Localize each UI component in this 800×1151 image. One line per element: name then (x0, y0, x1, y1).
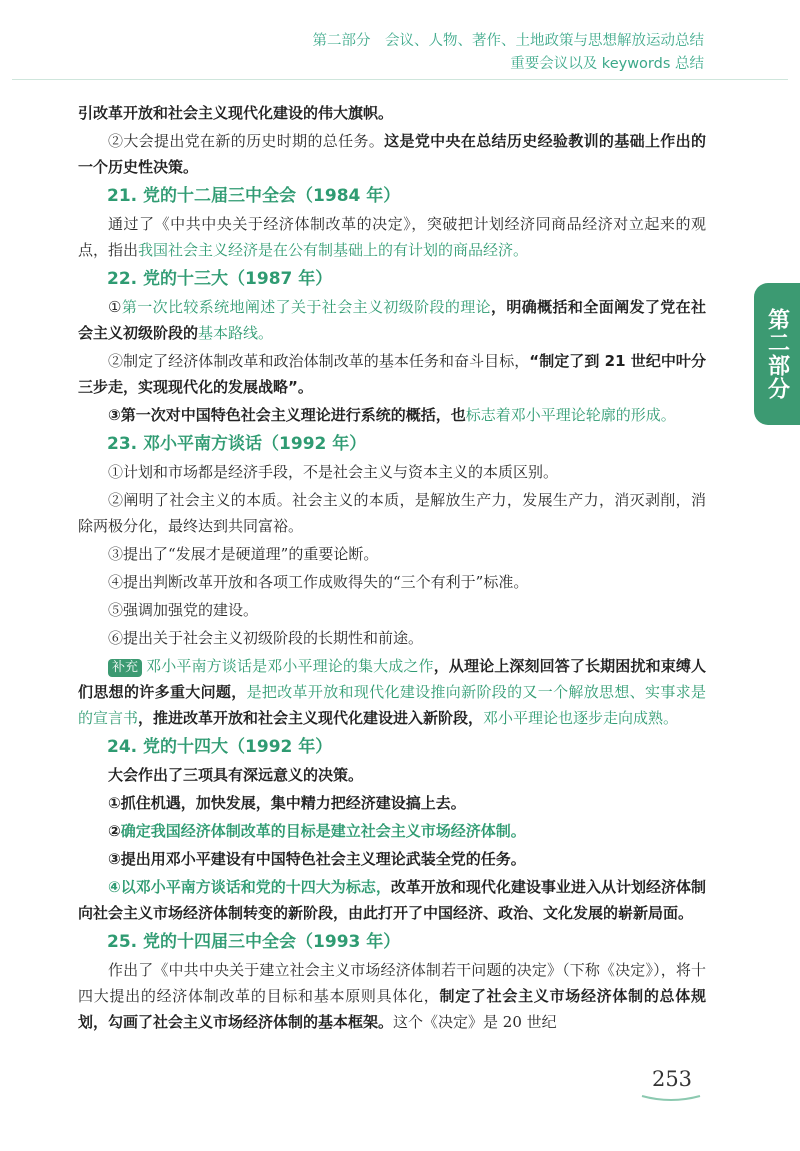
page-number: 253 (651, 1067, 693, 1091)
paragraph: 引改革开放和社会主义现代化建设的伟大旗帜。 (78, 104, 394, 122)
text-run: ① (108, 298, 122, 316)
header-line-1: 第二部分 会议、人物、著作、土地政策与思想解放运动总结 (312, 33, 704, 49)
page-body (78, 100, 706, 1037)
paragraph (78, 402, 706, 428)
paragraph (78, 128, 706, 180)
paragraph (78, 294, 706, 346)
supplement-badge: 补充 (108, 659, 142, 677)
list-item: ⑤强调加强党的建设。 (108, 601, 259, 619)
header-line-2: 重要会议以及 keywords 总结 (510, 56, 704, 72)
list-item: ④提出判断改革开放和各项工作成败得失的“三个有利于”标准。 (108, 573, 529, 591)
bold-text: ，明确概括和全面阐发了党在社会主义初级阶段的 (78, 298, 706, 342)
section-tab (754, 283, 800, 425)
highlight-text: 是把改革开放和现代化建设推向新阶段的又一个解放思想、实事求是的宣言书 (78, 683, 706, 727)
section-heading-21: 21. 党的十二届三中全会（1984 年） (107, 186, 401, 206)
list-item: ②阐明了社会主义的本质。社会主义的本质，是解放生产力，发展生产力，消灭剥削，消除两极分化，最终达到共同富裕。 (78, 491, 706, 535)
section-heading-23: 23. 邓小平南方谈话（1992 年） (107, 434, 367, 454)
supplement-note (78, 653, 706, 731)
text-run: ②大会提出党在新的历史时期的总任务。 (108, 132, 385, 150)
highlight-text: 第一次比较系统地阐述了关于社会主义初级阶段的理论 (121, 298, 492, 316)
paragraph (78, 348, 706, 400)
list-item: ⑥提出关于社会主义初级阶段的长期性和前途。 (108, 629, 424, 647)
text-run: 通过了《中共中央关于经济体制改革的决定》，突破把计划经济同商品经济对立起来的观点，指出 (78, 215, 706, 259)
paragraph (78, 957, 706, 1035)
list-item: ③提出了“发展才是硬道理”的重要论断。 (108, 545, 379, 563)
highlight-text: 我国社会主义经济是在公有制基础上的有计划的商品经济。 (138, 241, 529, 259)
list-item (78, 874, 706, 926)
page-number-swoosh (640, 1094, 702, 1102)
highlight-text: ④以邓小平南方谈话和党的十四大为标志， (108, 878, 391, 896)
list-item: ①抓住机遇，加快发展，集中精力把经济建设搞上去。 (108, 794, 466, 812)
list-item (78, 818, 706, 844)
list-item: ①计划和市场都是经济手段，不是社会主义与资本主义的本质区别。 (108, 463, 559, 481)
highlight-text: 标志着邓小平理论轮廓的形成。 (465, 406, 676, 424)
section-heading-25: 25. 党的十四届三中全会（1993 年） (107, 932, 401, 952)
text-run: ②制定了经济体制改革和政治体制改革的基本任务和奋斗目标， (108, 352, 530, 370)
highlight-text: 基本路线。 (198, 324, 274, 342)
bold-text: ② (108, 822, 121, 840)
highlight-text: 确定我国经济体制改革的目标是建立社会主义市场经济体制。 (120, 822, 526, 840)
bold-text: ，推进改革开放和社会主义现代化建设进入新阶段， (138, 709, 484, 727)
bold-text: ，从理论上深刻回答了长期困扰和束缚人们思想的许多重大问题， (78, 657, 706, 701)
list-item: ③提出用邓小平建设有中国特色社会主义理论武装全党的任务。 (108, 850, 526, 868)
section-heading-24: 24. 党的十四大（1992 年） (107, 737, 333, 757)
text-run: 作出了《中共中央关于建立社会主义市场经济体制若干问题的决定》（下称《决定》），将十四大提出的经济体制改革的目标和基本原则具体化， (78, 961, 706, 1005)
text-run: 这个《决定》是 20 世纪 (393, 1013, 557, 1031)
bold-text: 改革开放和现代化建设事业进入从计划经济体制向社会主义市场经济体制转变的新阶段，由此打开了中国经济、政治、文化发展的崭新局面。 (78, 878, 706, 922)
running-header (313, 30, 705, 76)
section-heading-22: 22. 党的十三大（1987 年） (107, 269, 333, 289)
header-divider (12, 79, 788, 80)
bold-text: “制定了到 21 世纪中叶分三步走，实现现代化的发展战略”。 (78, 352, 706, 396)
paragraph: 大会作出了三项具有深远意义的决策。 (108, 766, 364, 784)
highlight-text: 邓小平理论也逐步走向成熟。 (483, 709, 679, 727)
bold-text: 这是党中央在总结历史经验教训的基础上作出的一个历史性决策。 (78, 132, 706, 176)
paragraph (78, 211, 706, 263)
bold-text: ③第一次对中国特色社会主义理论进行系统的概括，也 (108, 406, 466, 424)
highlight-text: 邓小平南方谈话是邓小平理论的集大成之作 (146, 657, 434, 675)
bold-text: 制定了社会主义市场经济体制的总体规划，勾画了社会主义市场经济体制的基本框架。 (78, 987, 706, 1031)
section-tab-label: 第二部分 (764, 308, 790, 400)
